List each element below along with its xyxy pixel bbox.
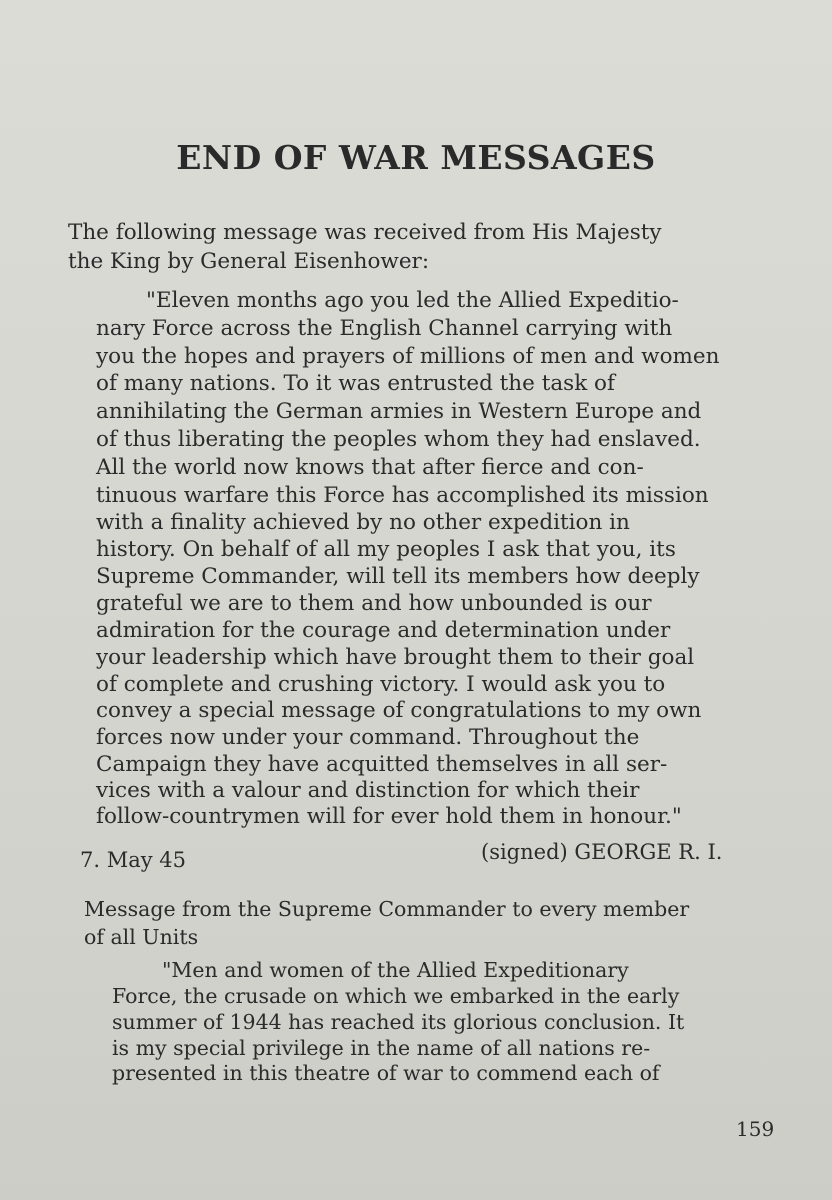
king-message-line: follow-countrymen will for ever hold them in honour." [96,804,682,829]
second-message-line: "Men and women of the Allied Expeditionary [162,958,629,982]
second-message-line: Force, the crusade on which we embarked in the early [112,984,680,1008]
message-date: 7. May 45 [80,848,186,872]
king-message-line: vices with a valour and distinction for which their [96,778,640,803]
king-message-line: "Eleven months ago you led the Allied Expeditio- [146,288,679,313]
intro-line: The following message was received from His Majesty [68,220,662,245]
signature: (signed) GEORGE R. I. [481,840,723,864]
king-message-line: history. On behalf of all my peoples I ask that you, its [96,537,676,562]
king-message-line: of thus liberating the peoples whom they had enslaved. [96,427,701,452]
second-message-heading-line: Message from the Supreme Commander to every member [84,897,690,921]
king-message-line: convey a special message of congratulations to my own [96,698,702,723]
second-message-line: is my special privilege in the name of all nations re- [112,1036,651,1060]
king-message-line: forces now under your command. Throughout the [96,725,640,750]
king-message-line: Campaign they have acquitted themselves in all ser- [96,752,668,777]
page-number: 159 [736,1117,775,1141]
second-message-line: presented in this theatre of war to commend each of [112,1061,660,1085]
king-message-line: tinuous warfare this Force has accomplished its mission [96,483,709,508]
page-title: END OF WAR MESSAGES [176,138,656,177]
intro-line: the King by General Eisenhower: [68,249,430,274]
king-message-line: with a finality achieved by no other expedition in [96,510,630,535]
king-message-line: admiration for the courage and determination under [96,618,671,643]
king-message-line: you the hopes and prayers of millions of men and women [96,344,720,369]
second-message-heading-line: of all Units [84,925,199,949]
king-message-line: nary Force across the English Channel carrying with [96,316,673,341]
second-message-line: summer of 1944 has reached its glorious conclusion. It [112,1010,685,1034]
king-message-line: of complete and crushing victory. I would ask you to [96,672,666,697]
king-message-line: your leadership which have brought them to their goal [96,645,695,670]
king-message-line: All the world now knows that after fierce and con- [96,455,644,480]
king-message-line: of many nations. To it was entrusted the task of [96,371,615,396]
king-message-line: grateful we are to them and how unbounded is our [96,591,652,616]
king-message-line: annihilating the German armies in Western Europe and [96,399,702,424]
king-message-line: Supreme Commander, will tell its members how deeply [96,564,700,589]
